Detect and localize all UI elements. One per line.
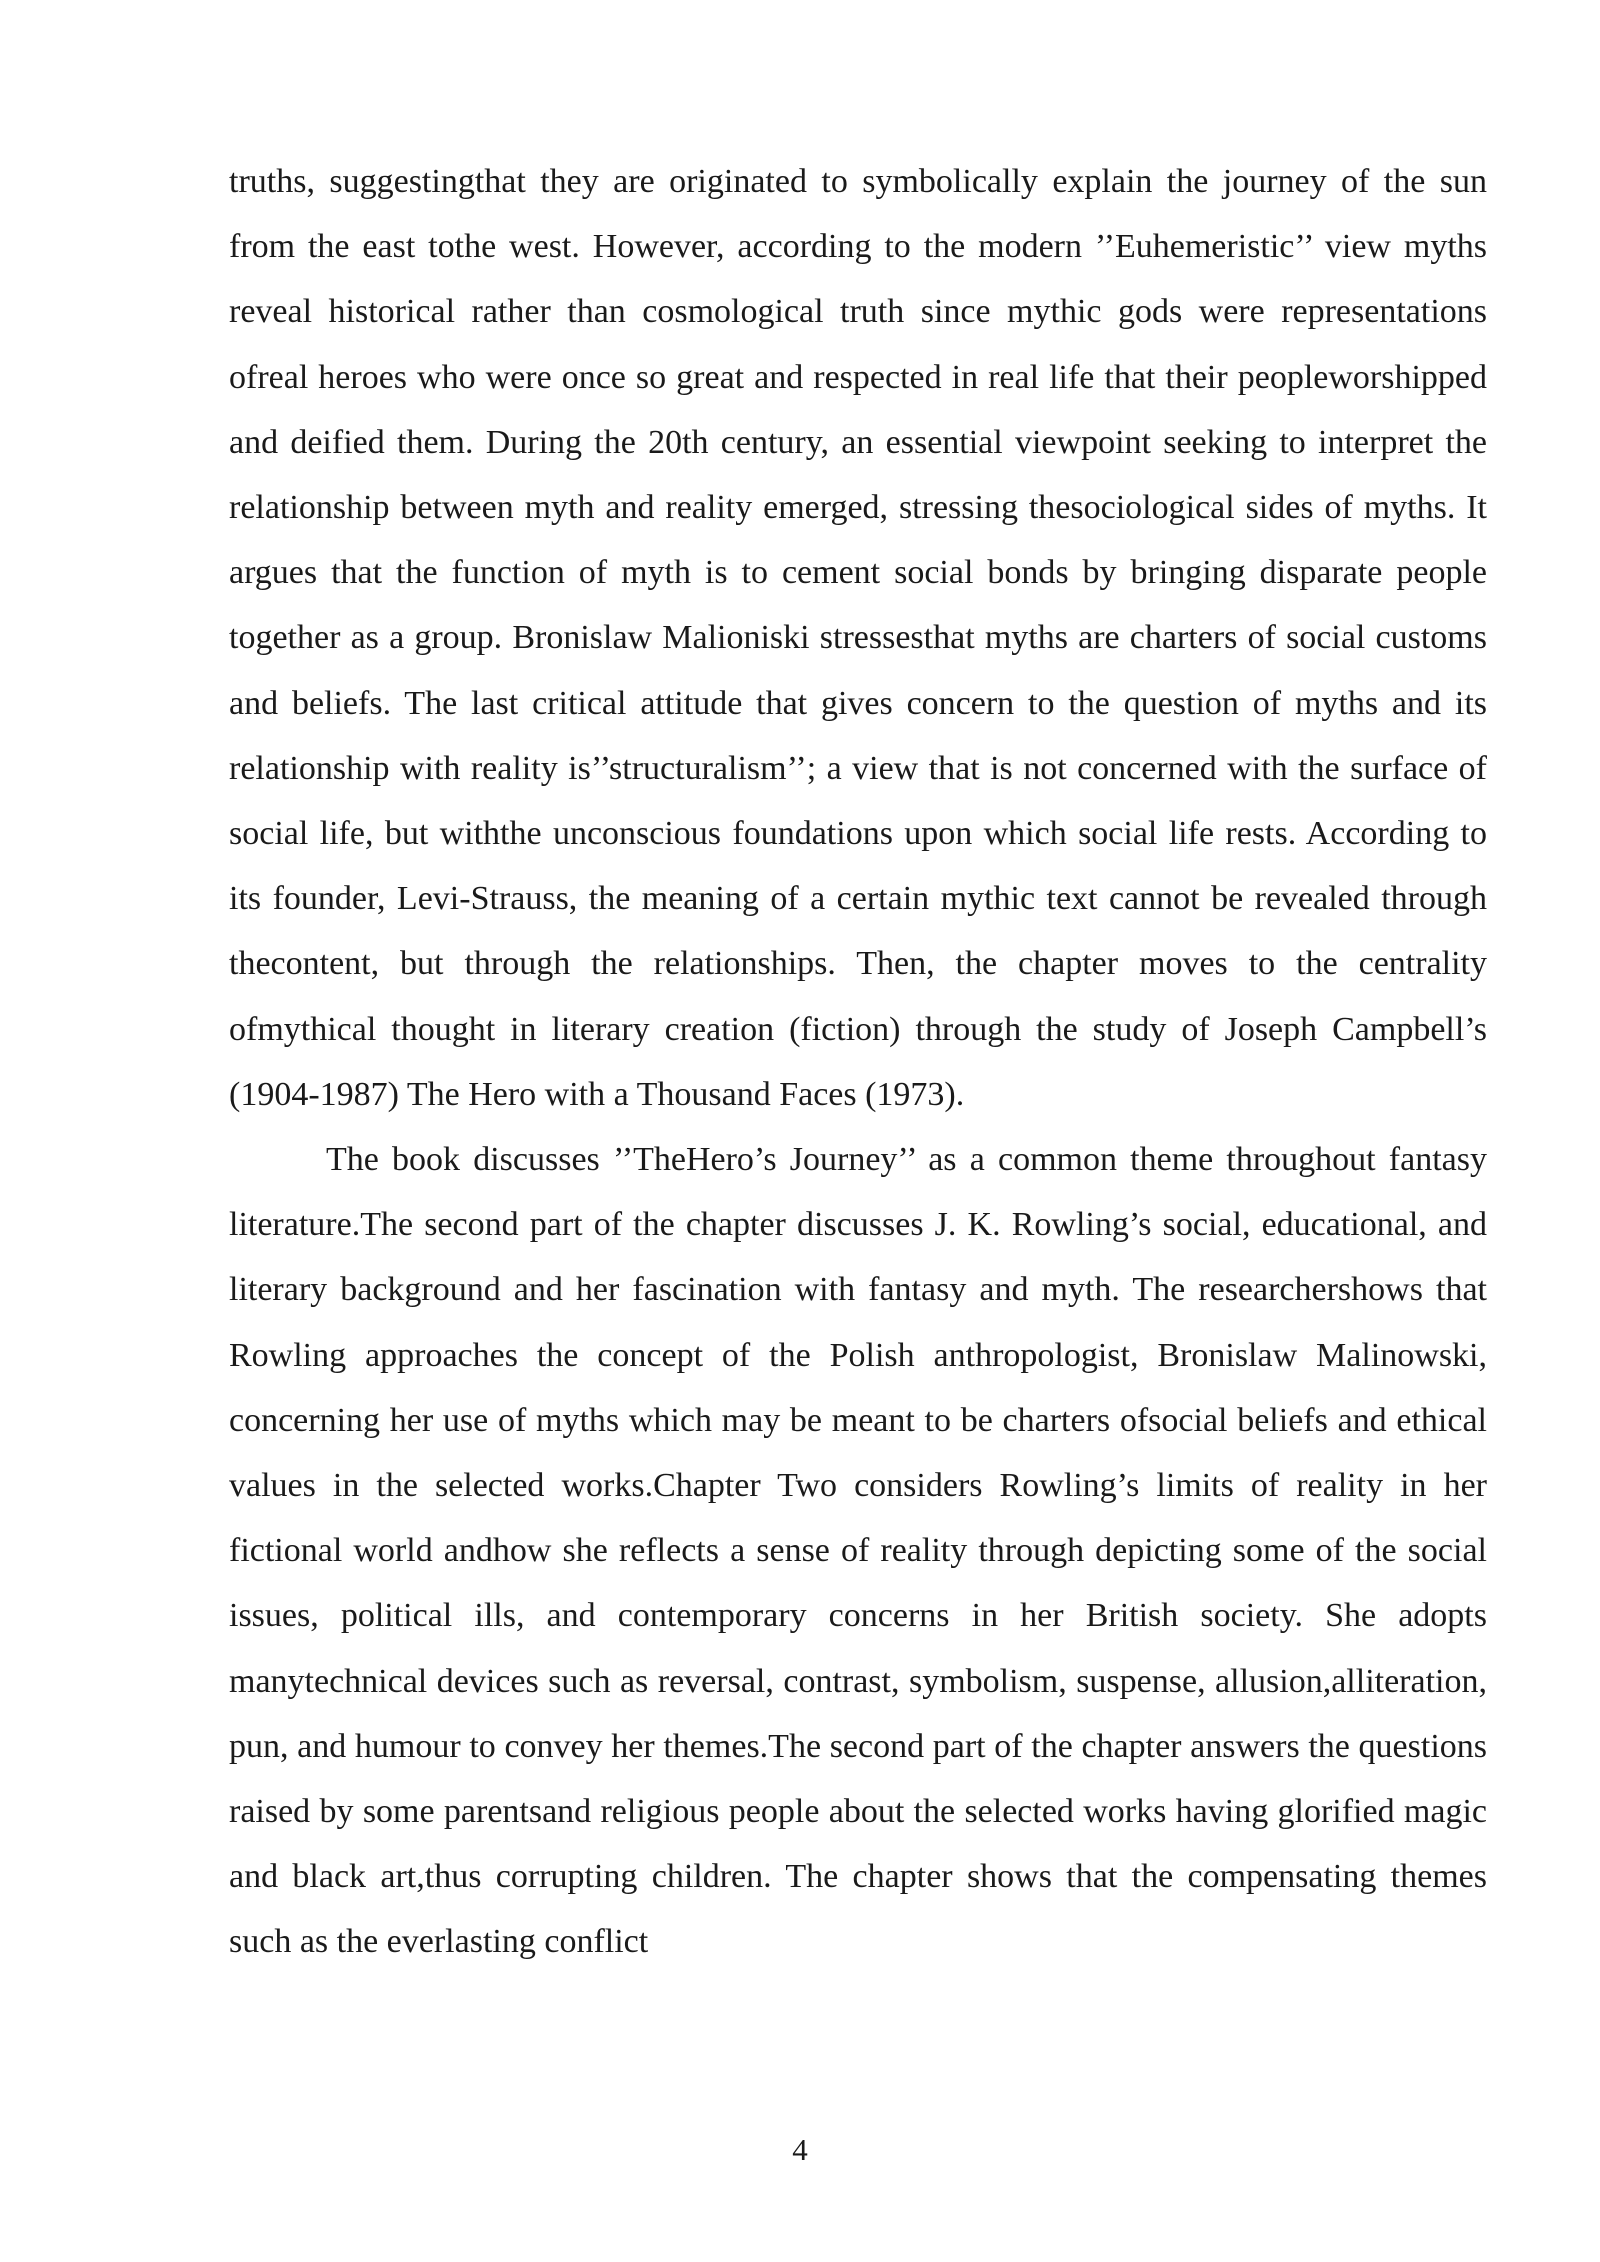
page-number: 4 xyxy=(792,2132,808,2167)
paragraph-2: The book discusses ’’TheHero’s Journey’’ as a common theme throughout fantasy literature.The second part of the chapter discusses J. K. Rowling’s social, educational, and literary background and her fascination with fantasy and myth. The researchershows that Rowling approaches the concept of the Polish anthropologist, Bronislaw Malinowski, concerning her use of myths which may be meant to be charters ofsocial beliefs and ethical values in the selected works.Chapter Two considers Rowling’s limits of reality in her fictional world andhow she reflects a sense of reality through depicting some of the social issues, political ills, and contemporary concerns in her British society. She adopts manytechnical devices such as reversal, contrast, symbolism, suspense, allusion,alliteration, pun, and humour to convey her themes.The second part of the chapter answers the questions raised by some parentsand religious people about the selected works having glorified magic and black art,thus corrupting children. The chapter shows that the compensating themes such as the everlasting conflict xyxy=(229,1141,1487,1961)
body-text xyxy=(229,149,1487,1975)
paragraph-1: truths, suggestingthat they are originated to symbolically explain the journey of the sun from the east tothe west. However, according to the modern ’’Euhemeristic’’ view myths reveal historical rather than cosmological truth since mythic gods were representations ofreal heroes who were once so great and respected in real life that their peopleworshipped and deified them. During the 20th century, an essential viewpoint seeking to interpret the relationship between myth and reality emerged, stressing thesociological sides of myths. It argues that the function of myth is to cement social bonds by bringing disparate people together as a group. Bronislaw Malioniski stressesthat myths are charters of social customs and beliefs. The last critical attitude that gives concern to the question of myths and its relationship with reality is’’structuralism’’; a view that is not concerned with the surface of social life, but withthe unconscious foundations upon which social life rests. According to its founder, Levi-Strauss, the meaning of a certain mythic text cannot be revealed through thecontent, but through the relationships. Then, the chapter moves to the centrality ofmythical thought in literary creation (fiction) through the study of Joseph Campbell’s (1904-1987) The Hero with a Thousand Faces (1973). xyxy=(229,163,1487,1113)
